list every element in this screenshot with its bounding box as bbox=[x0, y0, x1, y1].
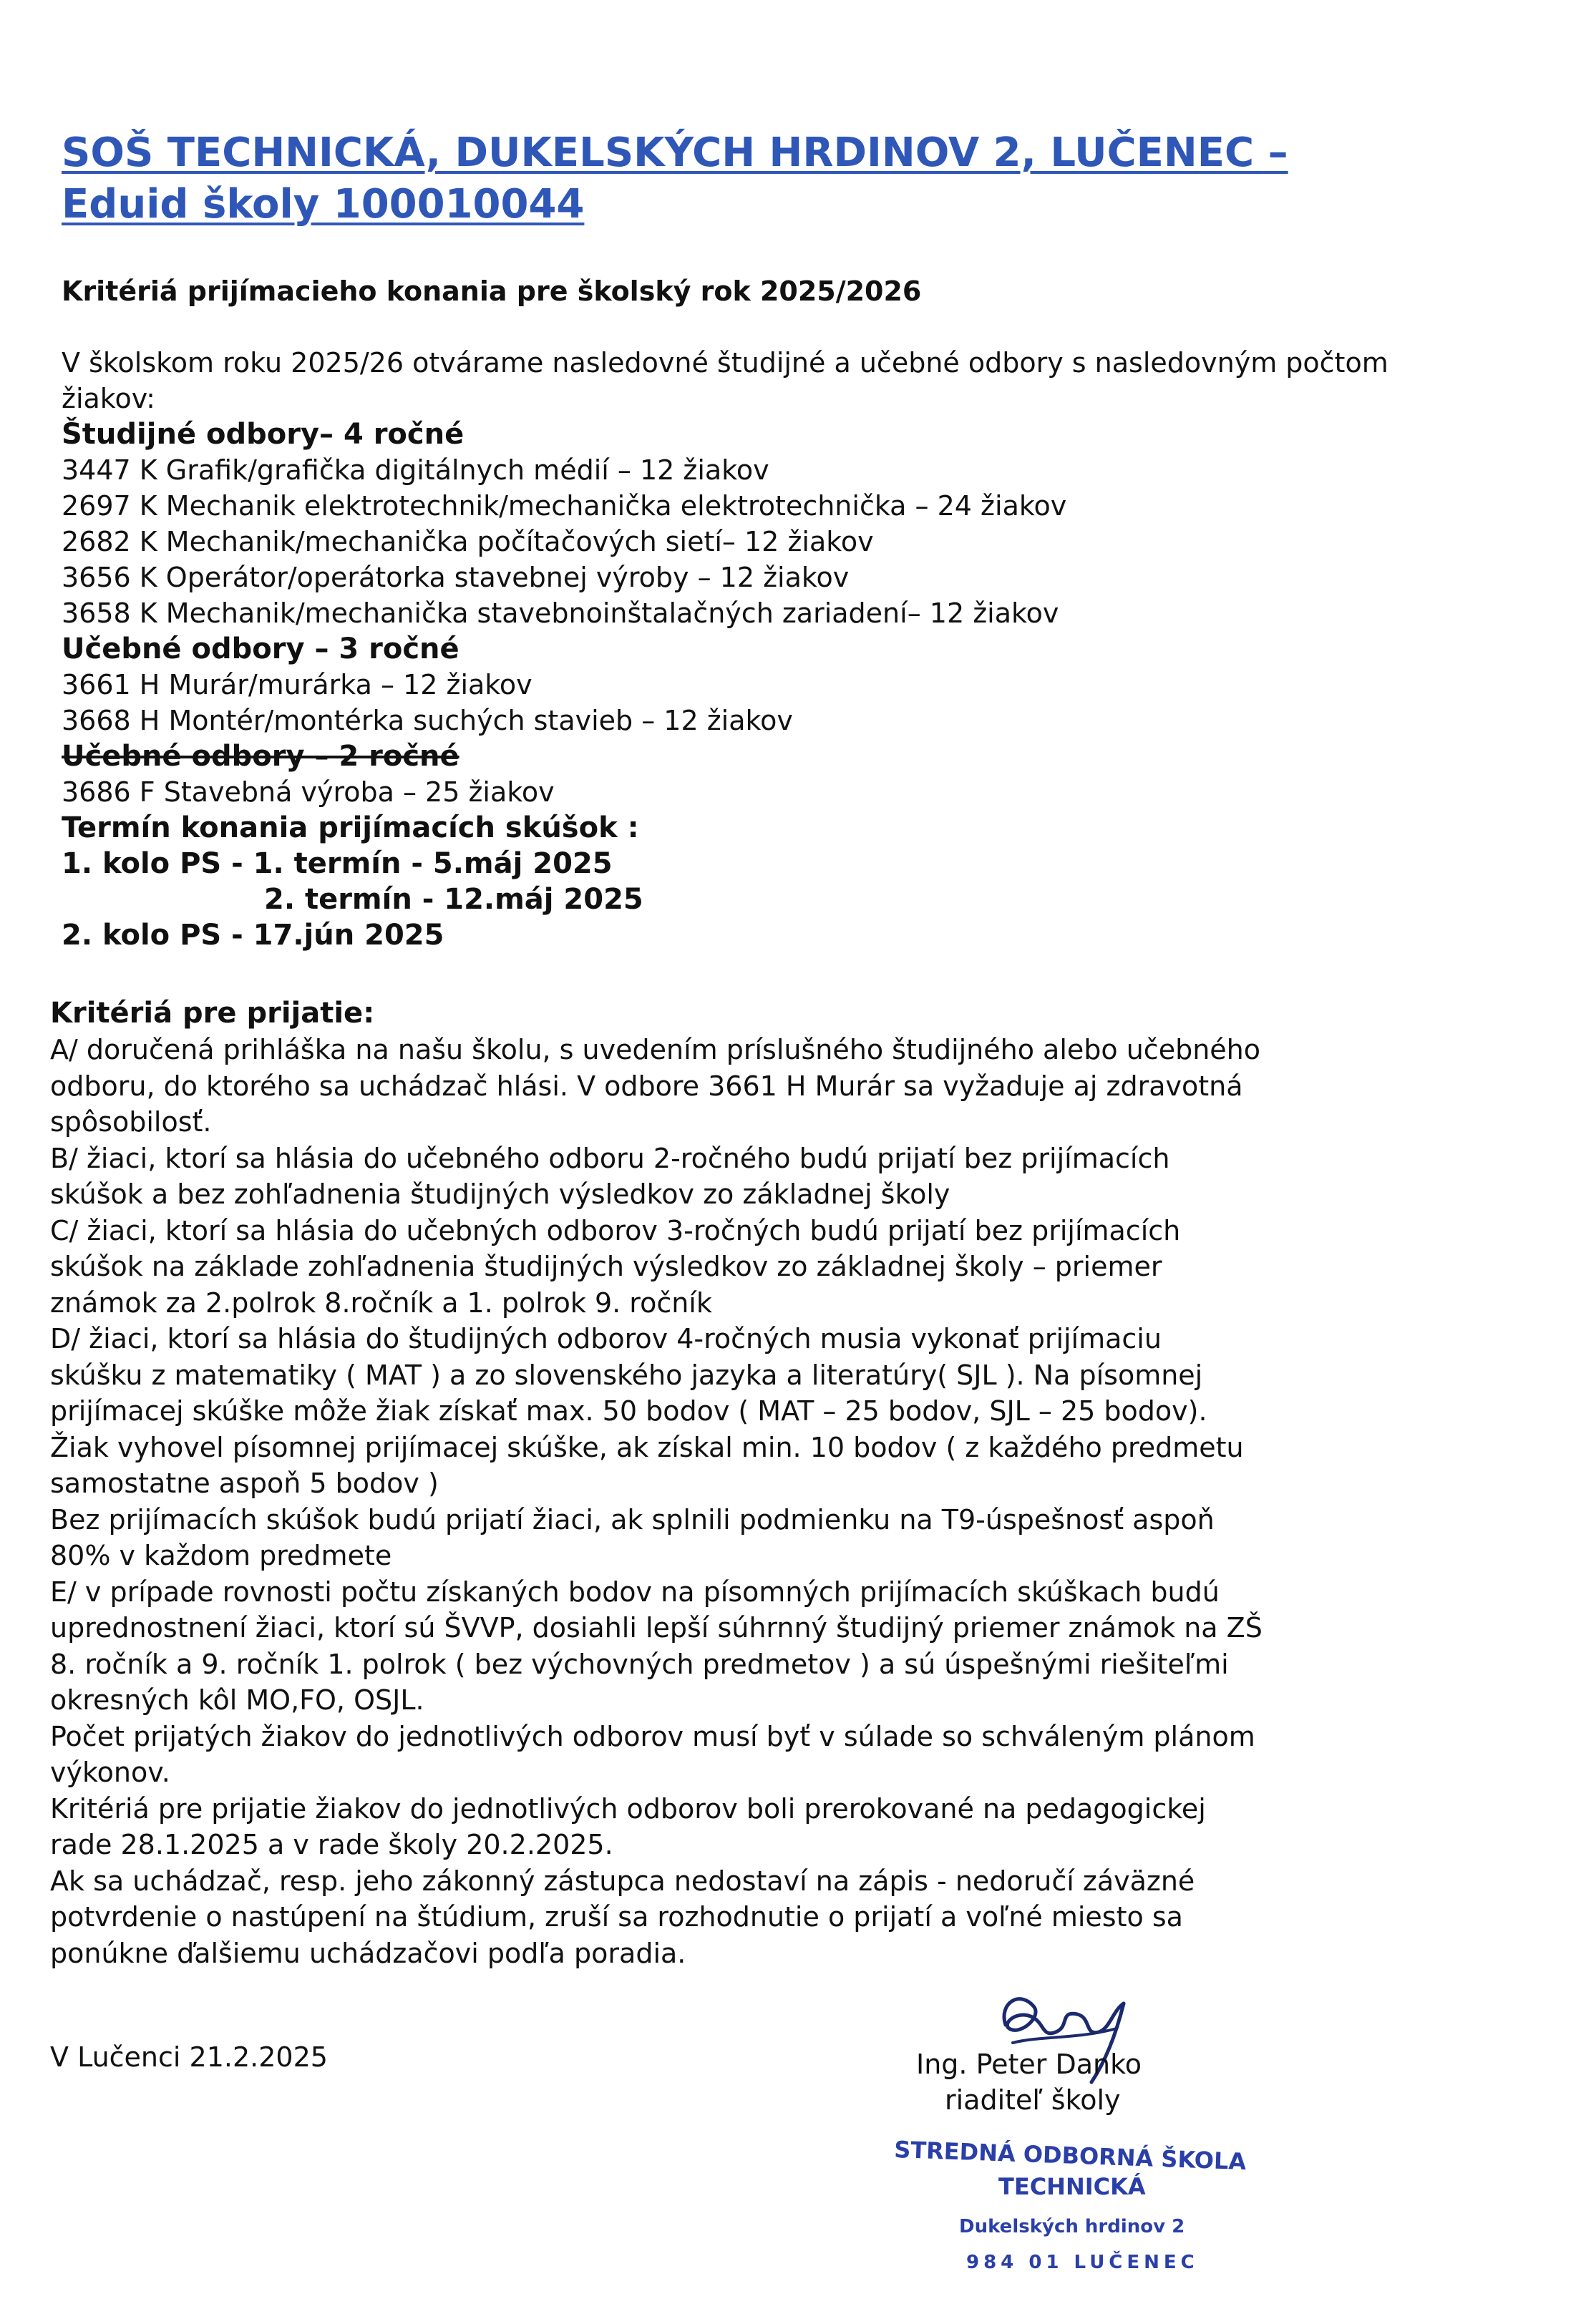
stamp-line-1: STREDNÁ ODBORNÁ ŠKOLA bbox=[893, 2136, 1247, 2176]
criteria-line: C/ žiaci, ktorí sa hlásia do učebných odborov 3-ročných budú prijatí bez prijímacích bbox=[50, 1214, 1181, 1246]
study-4-heading: Študijné odbory– 4 ročné bbox=[62, 418, 465, 451]
admission-criteria bbox=[50, 995, 1489, 1971]
criteria-line: odboru, do ktorého sa uchádzač hlási. V odbore 3661 H Murár sa vyžaduje aj zdravotná bbox=[50, 1070, 1243, 1102]
criteria-line: ponúkne ďalšiemu uchádzačovi podľa poradia. bbox=[50, 1937, 686, 1969]
stamp-line-3: Dukelských hrdinov 2 bbox=[959, 2216, 1185, 2237]
criteria-line: spôsobilosť. bbox=[50, 1106, 212, 1138]
list-item: 2682 K Mechanik/mechanička počítačových sietí– 12 žiakov bbox=[62, 526, 874, 557]
criteria-line: Počet prijatých žiakov do jednotlivých odborov musí byť v súlade so schváleným plánom bbox=[50, 1720, 1255, 1752]
criteria-line: rade 28.1.2025 a v rade školy 20.2.2025. bbox=[50, 1829, 613, 1860]
study-4-list bbox=[62, 452, 1464, 631]
criteria-line: Žiak vyhovel písomnej prijímacej skúške, ak získal min. 10 bodov ( z každého predmetu bbox=[50, 1431, 1244, 1463]
criteria-line: 80% v každom predmete bbox=[50, 1540, 392, 1571]
school-stamp bbox=[880, 2136, 1281, 2286]
criteria-line: 8. ročník a 9. ročník 1. polrok ( bez výchovných predmetov ) a sú úspešnými riešiteľmi bbox=[50, 1648, 1229, 1680]
page-title bbox=[62, 127, 1493, 230]
stamp-line-4: 984 01 LUČENEC bbox=[966, 2252, 1199, 2273]
signer-name: Ing. Peter Danko bbox=[916, 2049, 1142, 2080]
criteria-line: výkonov. bbox=[50, 1757, 170, 1788]
criteria-line: uprednostnení žiaci, ktorí sú ŠVVP, dosiahli lepší súhrnný študijný priemer známok na ZŠ bbox=[50, 1612, 1263, 1644]
list-item: 3668 H Montér/montérka suchých stavieb – 12 žiakov bbox=[62, 705, 793, 736]
document-subtitle: Kritériá prijímacieho konania pre školský rok 2025/2026 bbox=[62, 275, 922, 307]
exam-round1-term1: 1. kolo PS - 1. termín - 5.máj 2025 bbox=[62, 847, 613, 880]
criteria-line: A/ doručená prihláška na našu školu, s uvedením príslušného študijného alebo učebného bbox=[50, 1034, 1260, 1065]
criteria-line: Bez prijímacích skúšok budú prijatí žiaci, ak splnili podmienku na T9-úspešnosť aspoň bbox=[50, 1503, 1215, 1536]
list-item: 3661 H Murár/murárka – 12 žiakov bbox=[62, 669, 532, 700]
criteria-line: samostatne aspoň 5 bodov ) bbox=[50, 1468, 439, 1499]
criteria-line: prijímacej skúške môže žiak získať max. 50 bodov ( MAT – 25 bodov, SJL – 25 bodov). bbox=[50, 1395, 1207, 1427]
study-plan bbox=[62, 416, 1464, 953]
list-item: 3686 F Stavebná výroba – 25 žiakov bbox=[62, 776, 555, 808]
list-item: 3656 K Operátor/operátorka stavebnej výroby – 12 žiakov bbox=[62, 562, 850, 593]
criteria-line: okresných kôl MO,FO, OSJL. bbox=[50, 1684, 424, 1716]
criteria-line: D/ žiaci, ktorí sa hlásia do študijných odborov 4-ročných musia vykonať prijímaciu bbox=[50, 1323, 1162, 1354]
exam-heading: Termín konania prijímacích skúšok : bbox=[62, 811, 639, 844]
place-date: V Lučenci 21.2.2025 bbox=[50, 2041, 328, 2073]
exam-round1-term2: 2. termín - 12.máj 2025 bbox=[264, 883, 643, 916]
criteria-line: skúšok na základe zohľadnenia študijných výsledkov zo základnej školy – priemer bbox=[50, 1251, 1162, 1282]
criteria-line: E/ v prípade rovnosti počtu získaných bodov na písomných prijímacích skúškach budú bbox=[50, 1576, 1220, 1608]
title-line-2: Eduid školy 100010044 bbox=[62, 181, 585, 228]
exam-round2: 2. kolo PS - 17.jún 2025 bbox=[62, 919, 444, 952]
title-line-1: SOŠ TECHNICKÁ, DUKELSKÝCH HRDINOV 2, LUČENEC – bbox=[62, 130, 1288, 176]
criteria-line: Ak sa uchádzač, resp. jeho zákonný zástupca nedostaví na zápis - nedoručí záväzné bbox=[50, 1865, 1195, 1897]
criteria-line: skúšku z matematiky ( MAT ) a zo slovenského jazyka a literatúry( SJL ). Na písomnej bbox=[50, 1359, 1203, 1391]
learn-3-list bbox=[62, 667, 1464, 738]
learn-2-heading: Učebné odbory – 2 ročné bbox=[62, 740, 459, 773]
criteria-line: skúšok a bez zohľadnenia študijných výsledkov zo základnej školy bbox=[50, 1178, 950, 1210]
criteria-heading: Kritériá pre prijatie: bbox=[50, 997, 375, 1030]
criteria-line: Kritériá pre prijatie žiakov do jednotlivých odborov boli prerokované na pedagogickej bbox=[50, 1792, 1206, 1825]
criteria-line: potvrdenie o nastúpení na štúdium, zruší sa rozhodnutie o prijatí a voľné miesto sa bbox=[50, 1901, 1183, 1933]
list-item: 2697 K Mechanik elektrotechnik/mechanička elektrotechnička – 24 žiakov bbox=[62, 490, 1067, 522]
signer-role: riaditeľ školy bbox=[945, 2084, 1121, 2116]
list-item: 3658 K Mechanik/mechanička stavebnoinštalačných zariadení– 12 žiakov bbox=[62, 597, 1059, 629]
learn-3-heading: Učebné odbory – 3 ročné bbox=[62, 633, 459, 665]
list-item: 3447 K Grafik/grafička digitálnych médií – 12 žiakov bbox=[62, 454, 769, 486]
criteria-line: známok za 2.polrok 8.ročník a 1. polrok 9. ročník bbox=[50, 1286, 712, 1319]
learn-2-list bbox=[62, 774, 1464, 810]
intro-paragraph: V školskom roku 2025/26 otvárame nasledovné študijné a učebné odbory s nasledovným počtom žiakov: bbox=[62, 347, 1388, 414]
criteria-line: B/ žiaci, ktorí sa hlásia do učebného odboru 2-ročného budú prijatí bez prijímacích bbox=[50, 1142, 1170, 1174]
stamp-line-2: TECHNICKÁ bbox=[998, 2173, 1146, 2200]
